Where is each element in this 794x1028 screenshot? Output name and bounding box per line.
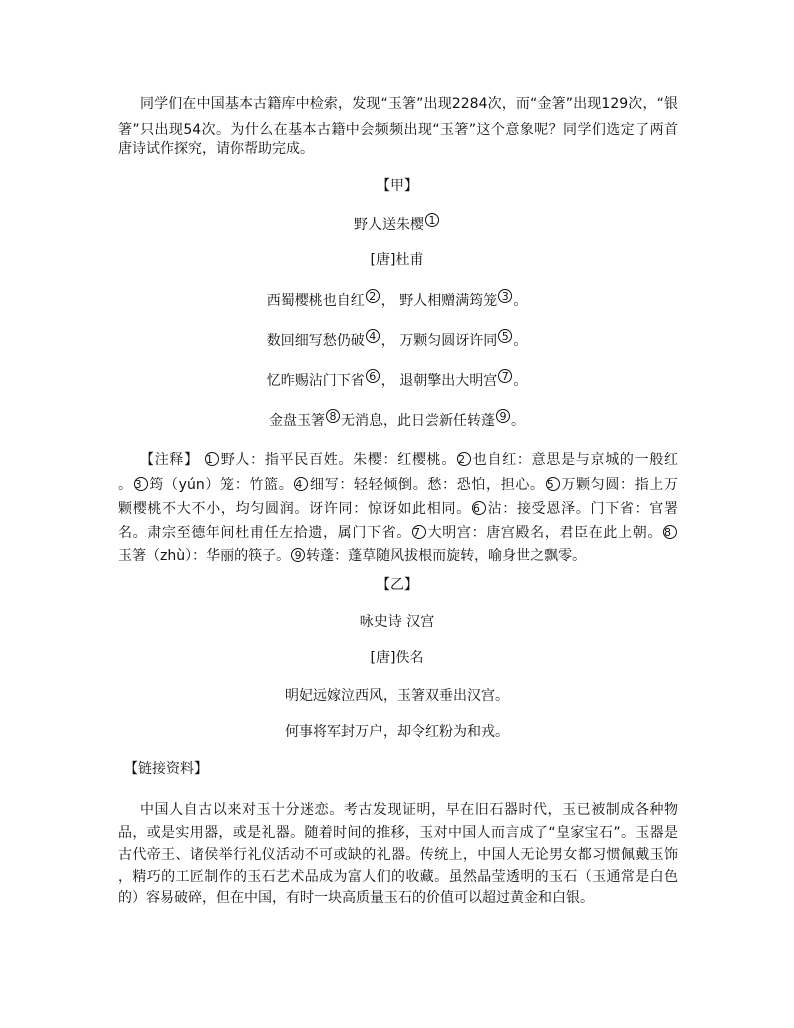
poem-b-line-1: 明妃远嫁泣西风，玉箸双垂出汉宫。 bbox=[285, 688, 509, 704]
notes-heading: 【注释】 bbox=[140, 452, 199, 468]
poem-a-author: [唐]杜甫 bbox=[370, 252, 424, 268]
note-3-text: 筠（yún）笼：竹篮。 bbox=[148, 477, 294, 493]
note-marker-2: 2 bbox=[366, 289, 380, 303]
poem-a-line-1-part-a: 西蜀樱桃也自红 bbox=[266, 293, 365, 309]
note-marker-5: 5 bbox=[498, 329, 512, 343]
poem-a-line-4-part-b: 无消息，此日尝新任转蓬 bbox=[341, 413, 495, 429]
note-marker-6: 6 bbox=[366, 369, 380, 383]
poem-b-author: [唐]佚名 bbox=[370, 650, 424, 666]
note-marker-8: 8 bbox=[326, 409, 340, 423]
poem-a-line-2 bbox=[0, 329, 794, 349]
poem-a-line-4-part-a: 金盘玉箸 bbox=[269, 413, 325, 429]
note-4-text: 细写：轻轻倾倒。愁：恐怕，担心。 bbox=[309, 477, 545, 493]
note-marker-9: 9 bbox=[496, 409, 510, 423]
poem-a-line-1 bbox=[0, 289, 794, 309]
notes-row-5 bbox=[118, 546, 586, 566]
link-heading: 【链接资料】 bbox=[124, 761, 208, 777]
link-line-3: 古代帝王、诸侯举行礼仪活动不可或缺的礼器。传统上，中国人无论男女都习惯佩戴玉饰 bbox=[118, 847, 678, 863]
poem-a-line-2-part-a: 数回细写愁仍破 bbox=[266, 333, 365, 349]
note-ref-6: 6 bbox=[472, 501, 486, 515]
link-line-5: 的）容易破碎，但在中国，有时一块高质量玉石的价值可以超过黄金和白银。 bbox=[118, 890, 594, 906]
poem-a-line-2-end: 。 bbox=[513, 333, 528, 349]
note-ref-5: 5 bbox=[546, 477, 560, 491]
notes-row-4 bbox=[118, 523, 678, 543]
poem-a-line-4-end: 。 bbox=[511, 413, 525, 429]
poem-b-line-2: 何事将军封万户，却令红粉为和戎。 bbox=[285, 724, 509, 740]
note-2-text: 也自红：意思是与京城的一般红 bbox=[472, 452, 678, 468]
note-6-cont: 名。肃宗至德年间杜甫任左拾遗，属门下省。 bbox=[118, 525, 411, 541]
poem-a-line-1-part-b: ， 野人相赠满筠笼 bbox=[380, 293, 498, 309]
note-ref-9: 9 bbox=[291, 548, 305, 562]
notes-row-2 bbox=[118, 475, 678, 495]
notes-row-1 bbox=[140, 450, 678, 470]
note-marker-7: 7 bbox=[498, 369, 512, 383]
poem-a-title-text: 野人送朱樱 bbox=[354, 217, 424, 233]
note-5-text: 万颗匀圆：指上万 bbox=[560, 477, 678, 493]
note-marker-3: 3 bbox=[498, 289, 512, 303]
note-8-text: 玉箸（zhù）：华丽的筷子。 bbox=[118, 548, 291, 564]
link-line-1: 中国人自古以来对玉十分迷恋。考古发现证明，早在旧石器时代，玉已被制成各种物 bbox=[140, 802, 678, 818]
note-ref-4: 4 bbox=[294, 477, 308, 491]
notes-row-3 bbox=[118, 499, 678, 519]
intro-line-1: 同学们在中国基本古籍库中检索，发现“玉箸”出现2284次，而“金箸”出现129次，“银 bbox=[140, 96, 678, 112]
intro-line-3: 唐诗试作探究，请你帮助完成。 bbox=[118, 141, 314, 157]
note-5-cont: 颗樱桃不大不小，均匀圆润。讶许同：惊讶如此相同。 bbox=[118, 501, 471, 517]
poem-a-line-3-end: 。 bbox=[513, 373, 528, 389]
poem-a-marker: 【甲】 bbox=[376, 178, 418, 194]
note-ref-3: 3 bbox=[134, 477, 148, 491]
note-marker-1: 1 bbox=[425, 213, 439, 227]
poem-b-marker: 【乙】 bbox=[376, 577, 418, 593]
intro-line-2: 箸”只出现54次。为什么在基本古籍中会频频出现“玉箸”这个意象呢？同学们选定了两首 bbox=[118, 122, 678, 138]
note-ref-2: 2 bbox=[457, 452, 471, 466]
poem-a-line-1-end: 。 bbox=[513, 293, 528, 309]
poem-a-line-2-part-b: ， 万颗匀圆讶许同 bbox=[380, 333, 498, 349]
note-ref-1: 1 bbox=[205, 452, 219, 466]
note-6-text: 沾：接受恩泽。门下省：官署 bbox=[486, 501, 678, 517]
note-9-text: 转蓬：蓬草随风拔根而旋转，喻身世之飘零。 bbox=[306, 548, 587, 564]
link-line-4: ，精巧的工匠制作的玉石艺术品成为富人们的收藏。虽然晶莹透明的玉石（玉通常是白色 bbox=[118, 869, 678, 885]
poem-a-line-4 bbox=[0, 409, 794, 429]
note-1-text: 野人：指平民百姓。朱樱：红樱桃。 bbox=[220, 452, 457, 468]
note-7-text: 大明宫：唐宫殿名，君臣在此上朝。 bbox=[426, 525, 663, 541]
note-ref-7: 7 bbox=[412, 525, 426, 539]
poem-a-line-3 bbox=[0, 369, 794, 389]
note-ref-8: 8 bbox=[663, 525, 677, 539]
poem-a-line-3-part-b: ， 退朝擎出大明宫 bbox=[380, 373, 498, 389]
link-line-2: 品，或是实用器，或是礼器。随着时间的推移，玉对中国人而言成了“皇家宝石”。玉器是 bbox=[118, 825, 678, 841]
poem-b-title: 咏史诗 汉宫 bbox=[359, 614, 435, 630]
poem-a-line-3-part-a: 忆昨赐沾门下省 bbox=[266, 373, 365, 389]
note-2-end: 。 bbox=[118, 477, 133, 493]
note-marker-4: 4 bbox=[366, 329, 380, 343]
poem-a-title bbox=[0, 213, 794, 233]
